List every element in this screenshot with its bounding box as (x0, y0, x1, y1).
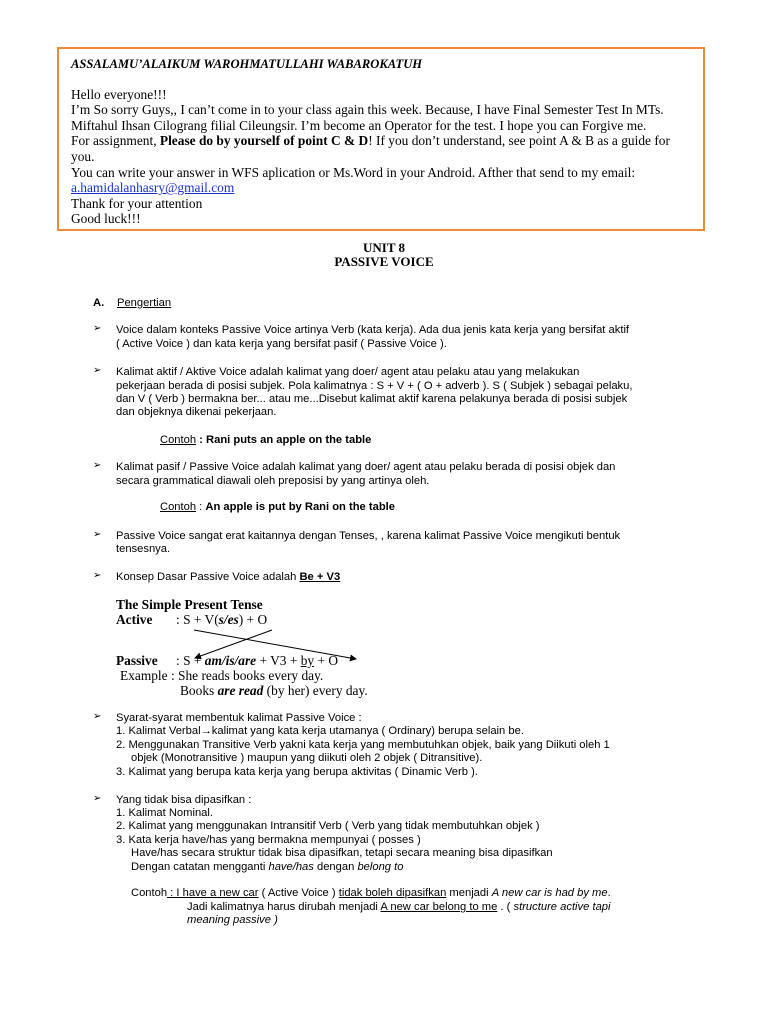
bullet-arrow-icon: ➢ (93, 793, 102, 804)
example-line-2 (180, 683, 368, 699)
thanks-line: Thank for your attention (71, 195, 203, 211)
tidak-note-1: Have/has secara struktur tidak bisa dipasifkan, tetapi secara meaning bisa dipasifkan (131, 847, 553, 859)
assignment-pre: For assignment, (71, 133, 160, 149)
bullet-4-line-2: tensesnya. (116, 543, 171, 555)
contoh-3-line-2 (187, 901, 611, 914)
tidak-note-2-em2: belong to (357, 861, 404, 873)
contoh-3-end: . (607, 887, 611, 899)
section-a-heading: Pengertian (117, 297, 172, 309)
syarat-item-1-pre: 1. Kalimat Verbal (116, 725, 201, 737)
active-formula-end: ) + O (238, 612, 268, 627)
syarat-item-2a: 2. Menggunakan Transitive Verb yakni kata kerja yang membutuhkan objek, baik yang Diikuti oleh 1 (116, 739, 610, 751)
active-formula-start: : S + V( (176, 612, 219, 627)
syarat-heading: Syarat-syarat membentuk kalimat Passive Voice : (116, 712, 362, 724)
contoh-3-line-1 (131, 887, 611, 900)
bullet-arrow-icon: ➢ (93, 365, 102, 376)
unit-number: UNIT 8 (362, 240, 406, 255)
contoh-2-text: An apple is put by Rani on the table (205, 501, 395, 513)
active-label: Active (116, 612, 153, 627)
bullet-4-line-1: Passive Voice sangat erat kaitannya dengan Tenses, , karena kalimat Passive Voice mengikuti bentuk (116, 530, 621, 542)
bullet-arrow-icon: ➢ (93, 323, 102, 334)
contoh-1-text: Rani puts an apple on the table (206, 434, 372, 446)
active-ses: s/es (218, 612, 239, 627)
assignment-post: ! If you don’t understand, see point A & B as a guide for you. (71, 133, 670, 164)
passive-by: by (300, 653, 315, 668)
tidak-item-2: 2. Kalimat yang menggunakan Intransitif Verb ( Verb yang tidak membutuhkan objek ) (116, 820, 540, 832)
section-a-marker: A. (93, 297, 105, 309)
email-link[interactable]: a.hamidalanhasry@gmail.com (71, 180, 235, 196)
greeting-heading: ASSALAMU’ALAIKUM WAROHMATULLAHI WABAROKATUH (71, 57, 423, 71)
contoh-3-line2-pre: Jadi kalimatnya harus dirubah menjadi (187, 901, 381, 913)
example-2-post: (by her) every day. (263, 683, 368, 698)
contoh-label: Contoh (131, 887, 168, 899)
contoh-label: Contoh (160, 501, 197, 513)
unit-title: PASSIVE VOICE (334, 254, 434, 269)
contoh-3-line2-em: structure active tapi (513, 901, 611, 913)
tidak-note-2 (131, 861, 403, 874)
contoh-3-active: I have a new car (176, 887, 259, 899)
bullet-2-line-4: dan objeknya dikenai pekerjaan. (116, 406, 277, 418)
good-luck-line: Good luck!!! (71, 211, 141, 227)
contoh-sep: : (196, 434, 207, 446)
bullet-3-line-1: Kalimat pasif / Passive Voice adalah kalimat yang doer/ agent atau pelaku berada di posisi objek dan (116, 461, 616, 473)
contoh-3-forbidden: tidak boleh dipasifkan (338, 887, 447, 899)
example-2-em: are read (217, 683, 264, 698)
example-2-pre: Books (180, 683, 218, 698)
arrow-right-icon: → (200, 725, 212, 737)
bullet-1-line-2: ( Active Voice ) dan kata kerja yang bersifat pasif ( Passive Voice ). (116, 338, 447, 350)
syarat-item-2b: objek (Monotransitive ) maupun yang diikuti oleh 2 objek ( Ditransitive). (131, 752, 483, 764)
syarat-item-3: 3. Kalimat yang berupa kata kerja yang berupa aktivitas ( Dinamic Verb ). (116, 766, 478, 778)
tidak-note-2-mid: dengan (313, 861, 358, 873)
passive-label: Passive (116, 653, 158, 668)
tense-title: The Simple Present Tense (116, 597, 263, 612)
passive-formula-start: : S + (176, 653, 205, 668)
bullet-arrow-icon: ➢ (93, 570, 102, 581)
contoh-label: Contoh (160, 434, 197, 446)
contoh-sep: : (167, 887, 177, 899)
hello-line: Hello everyone!!! (71, 86, 167, 102)
bullet-5-text: Konsep Dasar Passive Voice adalah (116, 571, 300, 583)
syarat-item-1-post: kalimat yang kata kerja utamanya ( Ordinary) berupa selain be. (211, 725, 524, 737)
passive-formula-end: + O (314, 653, 339, 668)
bullet-arrow-icon: ➢ (93, 529, 102, 540)
assignment-bold: Please do by yourself of point C & D (159, 133, 369, 149)
be-v3-formula: Be + V3 (299, 571, 341, 583)
example-line-1: Example : She reads books every day. (120, 668, 324, 683)
tidak-note-2-em1: have/has (268, 861, 314, 873)
contoh-3-line-3: meaning passive ) (187, 914, 278, 926)
bullet-arrow-icon: ➢ (93, 711, 102, 722)
bullet-arrow-icon: ➢ (93, 460, 102, 471)
bullet-2-line-3: dan V ( Verb ) bermakna ber... atau me...Disebut kalimat aktif karena pelakunya berada di posisi subjek (116, 393, 628, 405)
contoh-3-line2-u: A new car belong to me (380, 901, 498, 913)
passive-formula (176, 653, 338, 669)
syarat-item-1 (116, 725, 524, 738)
bullet-2-line-2: pekerjaan berada di posisi subjek. Pola kalimatnya : S + V + ( O + adverb ). S ( Subjek ) sebagai pelaku, (116, 380, 633, 392)
tidak-item-1: 1. Kalimat Nominal. (116, 807, 213, 819)
contoh-3-active-tag: ( Active Voice ) (258, 887, 339, 899)
passive-formula-mid: + V3 + (256, 653, 301, 668)
tidak-note-2-pre: Dengan catatan mengganti (131, 861, 269, 873)
write-answer-text: You can write your answer in WFS aplication or Ms.Word in your Android. Afther that send to my email: (71, 164, 636, 180)
bullet-1-line-1: Voice dalam konteks Passive Voice artinya Verb (kata kerja). Ada dua jenis kata kerja yang bersifat aktif (116, 324, 630, 336)
contoh-3-line2-mid: . ( (497, 901, 514, 913)
bullet-2-line-1: Kalimat aktif / Aktive Voice adalah kalimat yang doer/ agent atau pelaku atau yang melakukan (116, 366, 580, 378)
apology-paragraph: I’m So sorry Guys,, I can’t come in to your class again this week. Because, I have Final Semester Test In MTs. Miftahul Ihsan Cilograng filial Cileungsir. I’m become an Operator for the test. I hope you can Forgive me. (71, 102, 664, 133)
contoh-sep: : (196, 501, 206, 513)
passive-be: am/is/are (204, 653, 257, 668)
bullet-3-line-2: secara grammatical diawali oleh preposisi by yang artinya oleh. (116, 475, 430, 487)
tidak-item-3: 3. Kata kerja have/has yang bermakna mempunyai ( posses ) (116, 834, 421, 846)
tidak-heading: Yang tidak bisa dipasifkan : (116, 794, 252, 806)
contoh-3-mid: menjadi (446, 887, 492, 899)
contoh-3-wrong: A new car is had by me (491, 887, 608, 899)
